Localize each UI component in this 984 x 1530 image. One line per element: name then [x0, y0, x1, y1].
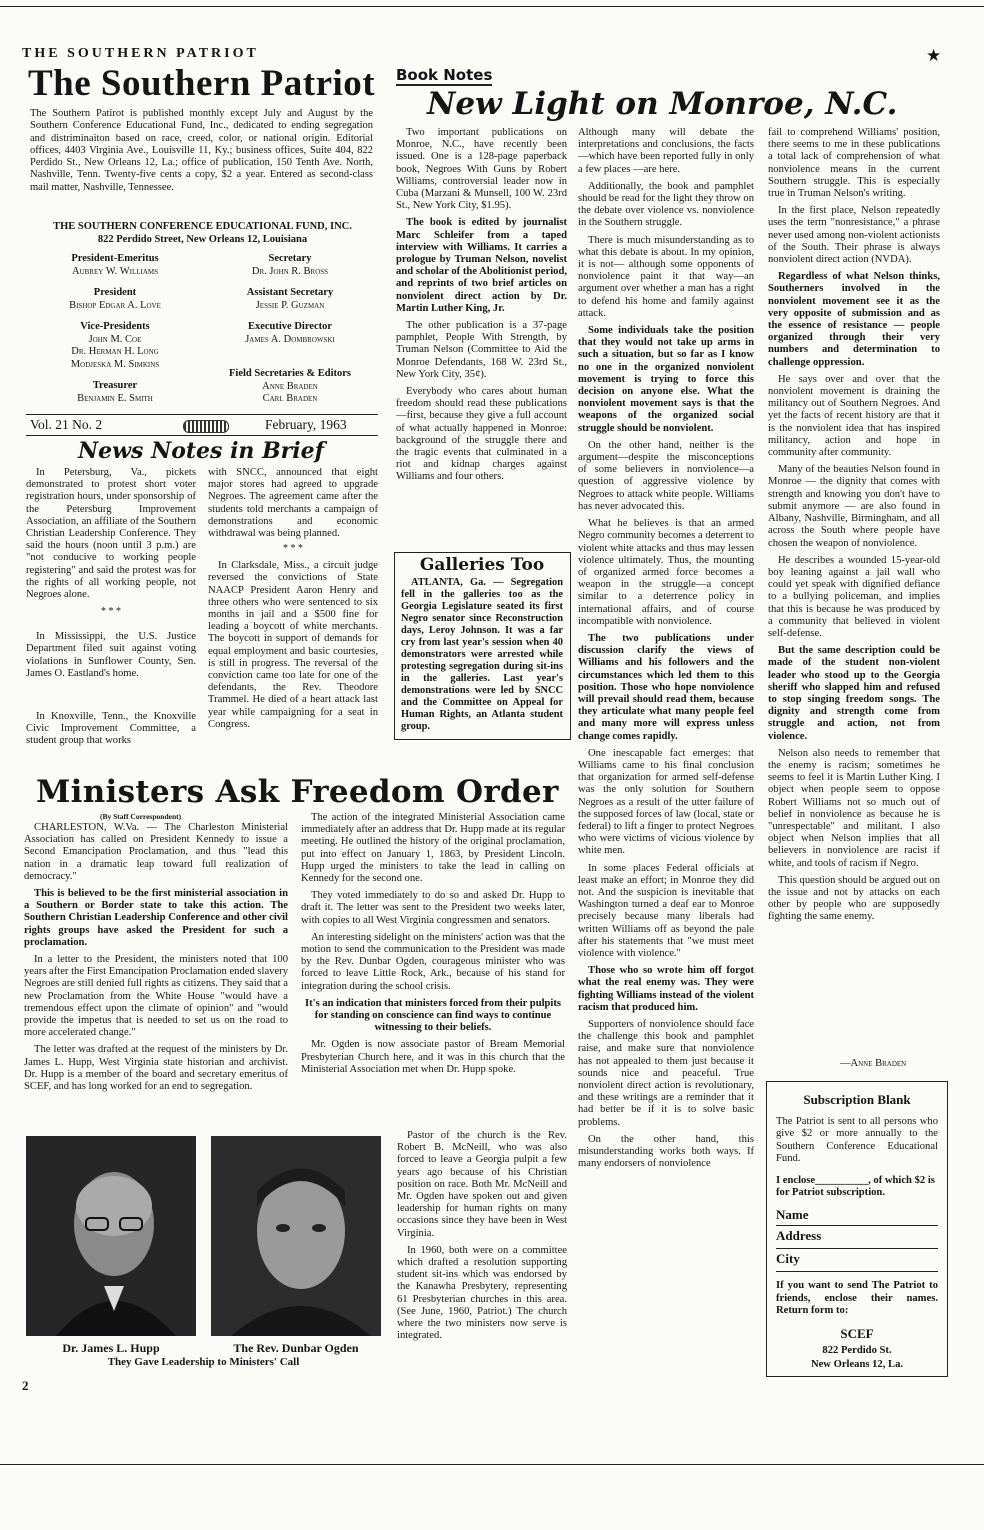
photo-ogden: [211, 1136, 381, 1336]
name-field[interactable]: Name: [776, 1207, 938, 1226]
subscription-addr1: 822 Perdido St.: [822, 1344, 892, 1356]
photo-hupp: [26, 1136, 196, 1336]
news-column-2: with SNCC, announced that eight major stores had agreed to upgrade Negroes. The agreement came after the students told merchants a campaign of demonstrations and economic withdrawal was being planned. * * * In Clarksdale, Miss., a circuit judge reversed the convictions of State NAACP President Aaron Henry and three others who were sentenced to six months in jail and a $500 fine for leading a boycott of white merchants. The boycott in support of demands for equal employment and basic courtesies, is still in progress. The reversal of the conviction came too late for one of the defendants, the Rev. Theodore Trammel. He died of a heart attack last year while campaigning for a seat in Congress.: [208, 467, 378, 730]
bottom-border: [0, 1464, 984, 1465]
star-icon: ★: [926, 46, 942, 65]
subscription-addr2: New Orleans 12, La.: [810, 1358, 904, 1370]
kicker: THE SOUTHERN PATRIOT: [22, 46, 259, 61]
news-column-1: In Petersburg, Va., pickets demonstrated to protest short voter registration hours, under sponsorship of the Petersburg Improvement Association, an affiliate of the Southern Christian Leadership Conference. They said the hours (noon until 3 p.m.) are "not conducive to working people registering" and said the protest was for the rights of all working people, not Negroes alone. * * * In Mississippi, the U.S. Justice Department filed suit against voting violations in Sunflower County, Sen. James O. Eastland's home. In Knoxville, Tenn., the Knoxville Civic Improvement Committee, a student group that works: [26, 467, 196, 747]
book-column-3: fail to comprehend Williams' position, there seems to me in these publications a total lack of comprehension of what nonviolence means in the current Southern struggle. This is especially true in Truman Nelson's writing. In the first place, Nelson repeatedly uses the term "nonresistance," a phrase never used among non-violent actionists of the South. Their phrase is always nonviolent direct action (NVDA). Regardless of what Nelson thinks, Southerners involved in the nonviolent movement see it as the very opposite of submission and as the essence of resistance — people organized through their very numbers and determination to challenge oppression. He says over and over that the nonviolent movement is draining the militancy out of Southern Negroes. And yet the facts of recent history are that it is the nonviolent idea that has inspired militancy, action and hope in community after community. Many of the beauties Nelson found in Monroe — the dignity that comes with strength and knowing you don't have to submit anymore — are also found in Albany, Nashville, Birmingham, and all across the South where people have chosen the weapon of nonviolence. He describes a wounded 15-year-old boy leaning against a jail wall who could yet speak with dignified defiance to a bullying policeman, and implies that this is because he was produced by a community that believed in violent self-defense. But the same description could be made of the student non-violent leader who stood up to the Georgia sheriff who slapped him and refused to stop singing freedom songs. The dignity and strength come from struggle and action, not from violence. Nelson also needs to remember that the enemy is racism; sometimes he seems to feel it is Martin Luther King. I object when people seem to oppose Robert Williams not so much out of belief in nonviolence as because he is "unrespectable" and militant. I also object when Nelson implies that all believers in nonviolence are racist if white, and tools of racism if Negro. This question should be argued out on the issue and not by attacks on each other by people who are supposedly fighting the same enemy.: [768, 127, 940, 923]
ministers-column-2: The action of the integrated Ministerial Association came immediately after an address that Dr. Hupp made at its regular meeting. He outlined the history of the original proclamation, put into effect on January 1, 1863, by President Lincoln. Hupp urged the ministers to take the lead in calling on Kennedy for the second one. They voted immediately to do so and asked Dr. Hupp to draft it. The letter was sent to the President two weeks later, with copies to all West Virginia congressmen and senators. An interesting sidelight on the ministers' action was that the motion to send the communication to the President was made by the Rev. Dunbar Ogden, courageous minister who was forced to leave Little Rock, Ark., because of his stand for integration during the school crisis. It's an indication that ministers forced from their pulpits for standing on conscience can find ways to continue witnessing to their beliefs. Mr. Ogden is now associate pastor of Bream Memorial Presbyterian Church here, and it was in this church that the Ministerial Association met when Dr. Hupp spoke.: [301, 812, 565, 1075]
address-field[interactable]: Address: [776, 1228, 938, 1249]
portrait-hupp-image: [26, 1136, 196, 1336]
ministers-title: Ministers Ask Freedom Order: [36, 774, 559, 810]
subscription-box: [766, 1081, 948, 1377]
officers-right: Secretary Dr. John R. Bross Assistant Secretary Jessie P. Guzman Executive Director James A. Dombrowski Field Secretaries & Editors Anne Braden Carl Braden: [229, 253, 351, 404]
photo-caption: They Gave Leadership to Ministers' Call: [107, 1356, 300, 1368]
book-byline: —Anne Braden: [840, 1058, 907, 1069]
vol-rule-bottom: [26, 435, 378, 436]
news-title: News Notes in Brief: [78, 438, 325, 464]
portrait-ogden-image: [211, 1136, 381, 1336]
subscription-org: SCEF: [840, 1325, 874, 1341]
fund-address: 822 Perdido Street, New Orleans 12, Louisiana: [97, 234, 308, 245]
subscription-note: If you want to send The Patriot to friends, enclose their names. Return form to:: [776, 1280, 938, 1317]
masthead: The Southern Patriot: [28, 63, 376, 104]
ministers-column-3: Pastor of the church is the Rev. Robert B. McNeill, who was also forced to leave a Georgia pulpit a few years ago because of his Christian position on race. Both Mr. McNeill and Mr. Ogden have spoken out and given leadership for human rights on many occasions since they have been in West Virginia. In 1960, both were on a committee which drafted a resolution supporting student sit-ins which was endorsed by the Kanawha Presbytery, representing 61 Presbyterian churches in this area. (See June, 1960, Patriot.) The church where the two ministers now serve is integrated.: [397, 1130, 567, 1342]
book-title: New Light on Monroe, N.C.: [427, 86, 898, 122]
ministers-credit: (By Staff Correspondent): [100, 812, 182, 821]
caption-ogden: The Rev. Dunbar Ogden: [233, 1341, 359, 1355]
intro-text: The Southern Patirot is published monthly except July and August by the Southern Conference Educational Fund, Inc., dedicated to ending segregation and distriminaiton based on race, creed, color, or national origin. Editorial offices, 4403 Virginia Ave., Louisville 11, Ky.; business offices, Suite 404, 822 Perdido St., New Orleans 12, La.; office of publication, 150 Tenth Ave. North, Nashville, Tenn. Twenty-five cents a copy, $2 a year. Entered as second-class mail matter, Nashville, Tennessee.: [30, 108, 373, 193]
issue-volume: Vol. 21 No. 2: [30, 417, 103, 432]
vol-rule-top: [26, 414, 378, 415]
top-border: [0, 6, 984, 7]
city-field[interactable]: City: [776, 1251, 938, 1272]
seal-icon: [183, 420, 229, 433]
caption-hupp: Dr. James L. Hupp: [62, 1341, 160, 1355]
book-label: Book Notes: [396, 66, 493, 84]
issue-date: February, 1963: [265, 417, 347, 432]
fund-name: THE SOUTHERN CONFERENCE EDUCATIONAL FUND, INC.: [53, 221, 352, 232]
subscription-enclose: I enclose__________, of which $2 is for Patriot subscription.: [776, 1174, 935, 1199]
ministers-column-1: CHARLESTON, W.Va. — The Charleston Ministerial Association has called on President Kennedy to issue a Second Emancipation Proclamation, and thus "lead this nation in a dramatic leap toward full realization of democracy." This is believed to be the first ministerial association in a Southern or Border state to take this action. The Southern Christian Leadership Conference and other civil rights groups have asked the President for such a proclamation. In a letter to the President, the ministers noted that 100 years after the First Emancipation Proclamation ended slavery Negroes are still denied full rights as citizens. They said that a new Proclamation from the White House "would have a tremendous effect upon the climate of opinion" and "would provide the impetus that is needed to set us on the road to more accelerated change." The letter was drafted at the request of the ministers by Dr. James L. Hupp, West Virginia state historian and archivist. Dr. Hupp is a member of the board and secretary emeritus of SCEF, and has long worked for an end to segregation.: [24, 822, 288, 1093]
galleries-body: ATLANTA, Ga. — Segregation fell in the galleries too as the Georgia Legislature seated its first Negro senator since Reconstruction days, Leroy Johnson. It was a far cry from last year's session when 40 demonstrators were arrested while protesting segregation during sit-ins in the galleries. Last year's demonstrations were led by SNCC and the Committee on Appeal for Human Rights, an Atlanta student group.: [401, 577, 563, 732]
subscription-body: The Patriot is sent to all persons who give $2 or more annually to the Southern Conference Educational Fund.: [776, 1116, 938, 1165]
book-column-2: Although many will debate the interpretations and conclusions, the facts—which have been reported fully in only a few places —are here. Additionally, the book and pamphlet should be read for the light they throw on the debate over violence vs. nonviolence in the Southern struggle. There is much misunderstanding as to what this debate is about. In my opinion, it is not— although some opponents of nonviolence paint it that way—an argument over whether a man has a right to defend his home and family against attack. Some individuals take the position that they would not take up arms in such a situation, but so far as I know no one in the organized nonviolent movement is trying to force this decision on anyone else. What the nonviolent movement says is that the weapons of the organized social struggle should be nonviolent. On the other hand, neither is the argument—despite the misconceptions of some believers in nonviolence—a question of aggressive violence by Negroes to attack white people. Williams has never advocated this. What he believes is that an armed Negro community becomes a deterrent to violent white attacks and thus may lessen violence ultimately. Thus, the mounting of organized armed force becomes a weapon in the struggle—a concept similar to a deterrence policy in international affairs, and of course incompatible with nonviolence. The two publications under discussion clarify the views of Williams and his followers and the circumstances which led them to this position. Those who hope nonviolence will prevail should read them, because they articulate what many people feel and many more will express unless change comes rapidly. One inescapable fact emerges: that Williams came to his final conclusion that organization for armed self-defense was the only solution for Southern Negroes as a result of the utter failure of the supposed forces of law (local, state or federal) to lift a finger to protect Negroes who were victims of vicious violence by white men. In some places Federal officials at least make an effort; in Monroe they did not. And the suspicion is inevitable that Washington turned a deaf ear to Monroe precisely because many liberals had written Williams off as beyond the pale after his statements that "we must meet violence with violence." Those who so wrote him off forgot what the real enemy was. They were fighting Williams instead of the violent racism that produced him. Supporters of nonviolence should face the challenge this book and pamphlet raise, and make sure that nonviolence has not appealed to them just because it sounds nice and peaceful. True nonviolent direct action is revolutionary, and these writings are a reminder that it had better be if it is to solve basic problems. On the other hand, this misunderstanding works both ways. If many endorsers of nonviolence: [578, 127, 754, 1170]
galleries-title: Galleries Too: [419, 555, 545, 575]
officers-left: President-Emeritus Aubrey W. Williams President Bishop Edgar A. Love Vice-Presidents John M. Coe Dr. Herman H. Long Modjeska M. Simkins Treasurer Benjamin E. Smith: [69, 253, 161, 404]
subscription-title: Subscription Blank: [803, 1092, 911, 1107]
book-column-1: Two important publications on Monroe, N.C., have recently been issued. One is a 128-page paperback book, Negroes With Guns by Robert Williams, controversial leader now in Cuba (Marzani & Munsell, 100 W. 23rd St., New York City, $1.95). The book is edited by journalist Marc Schleifer from a taped interview with Williams. It carries a prologue by Truman Nelson, novelist and scholar of the Abolitionist period, and reprints of two brief articles on nonviolent direct action by Dr. Martin Luther King, Jr. The other publication is a 37-page pamphlet, People With Strength, by Truman Nelson (Committee to Aid the Monroe Defendants, 168 W. 23rd St., New York City, 35¢). Everybody who cares about human freedom should read these publications—first, because they give a full account of what actually happened in Monroe: background of the struggle there and the tragic events that culminated in a riot and kidnap charges against Williams and four others.: [396, 127, 567, 483]
page-number: 2: [22, 1378, 29, 1393]
